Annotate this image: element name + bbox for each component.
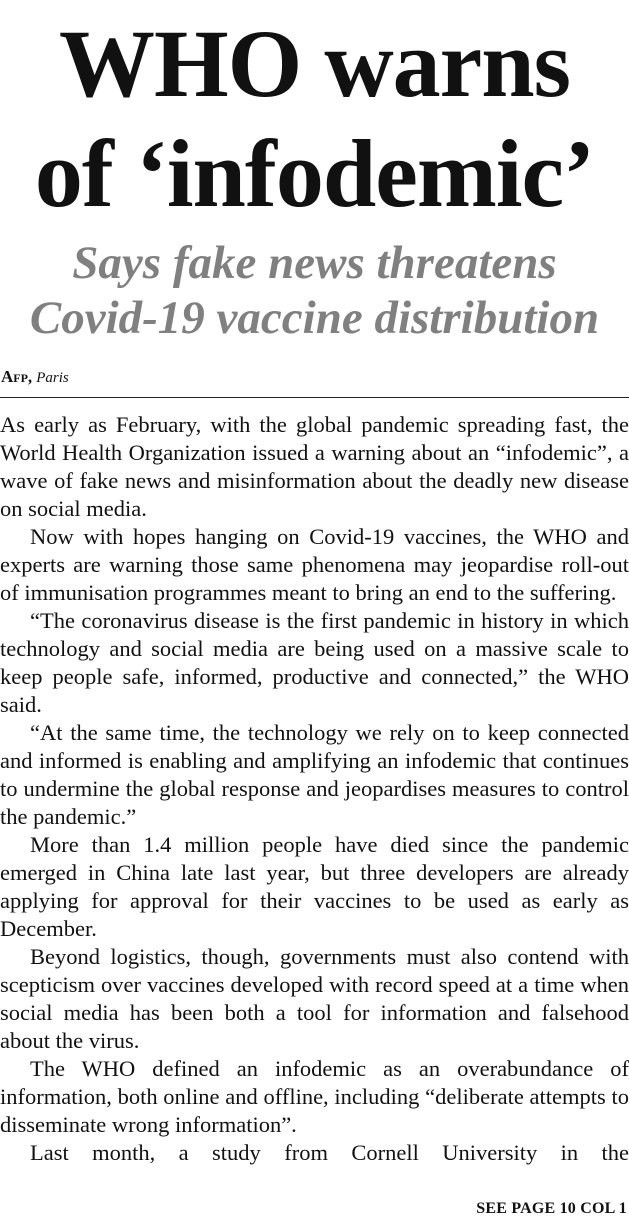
- subheadline-line-2: Covid-19 vaccine distribution: [29, 292, 600, 344]
- paragraph-8: Last month, a study from Cornell University in the: [30, 1140, 629, 1165]
- paragraph-4: “At the same time, the technology we rely on to keep connected and informed is enabling and amplifying an infodemic that continues to undermine the global response and jeopardises measures to control the pandemic.”: [0, 720, 629, 829]
- byline-agency: Afp,: [1, 367, 33, 386]
- paragraph-7: The WHO defined an infodemic as an overabundance of information, both online and offline, including “deliberate attempts to disseminate wrong information”.: [0, 1056, 629, 1137]
- headline-line-2: of ‘infodemic’: [34, 120, 595, 227]
- article-body: [0, 411, 629, 1167]
- paragraph-2: Now with hopes hanging on Covid-19 vaccines, the WHO and experts are warning those same phenomena may jeopardise roll-out of immunisation programmes meant to bring an end to the suffering.: [0, 524, 629, 605]
- headline-line-1: WHO warns: [58, 10, 571, 117]
- paragraph-5: More than 1.4 million people have died since the pandemic emerged in China late last year, but three developers are already applying for approval for their vaccines to be used as early as December.: [0, 832, 629, 941]
- subheadline-line-1: Says fake news threatens: [72, 237, 557, 289]
- paragraph-6: Beyond logistics, though, governments must also contend with scepticism over vaccines developed with record speed at a time when social media has been both a tool for information and falsehood about the virus.: [0, 944, 629, 1053]
- continuation-note: SEE PAGE 10 COL 1: [476, 1200, 627, 1217]
- paragraph-1: As early as February, with the global pandemic spreading fast, the World Health Organization issued a warning about an “infodemic”, a wave of fake news and misinformation about the deadly new disease on social media.: [0, 412, 629, 521]
- byline-divider: [0, 397, 629, 398]
- paragraph-3: “The coronavirus disease is the first pandemic in history in which technology and social media are being used on a massive scale to keep people safe, informed, productive and connected,” the WHO said.: [0, 608, 629, 717]
- byline: [1, 366, 69, 389]
- byline-place: Paris: [36, 370, 69, 386]
